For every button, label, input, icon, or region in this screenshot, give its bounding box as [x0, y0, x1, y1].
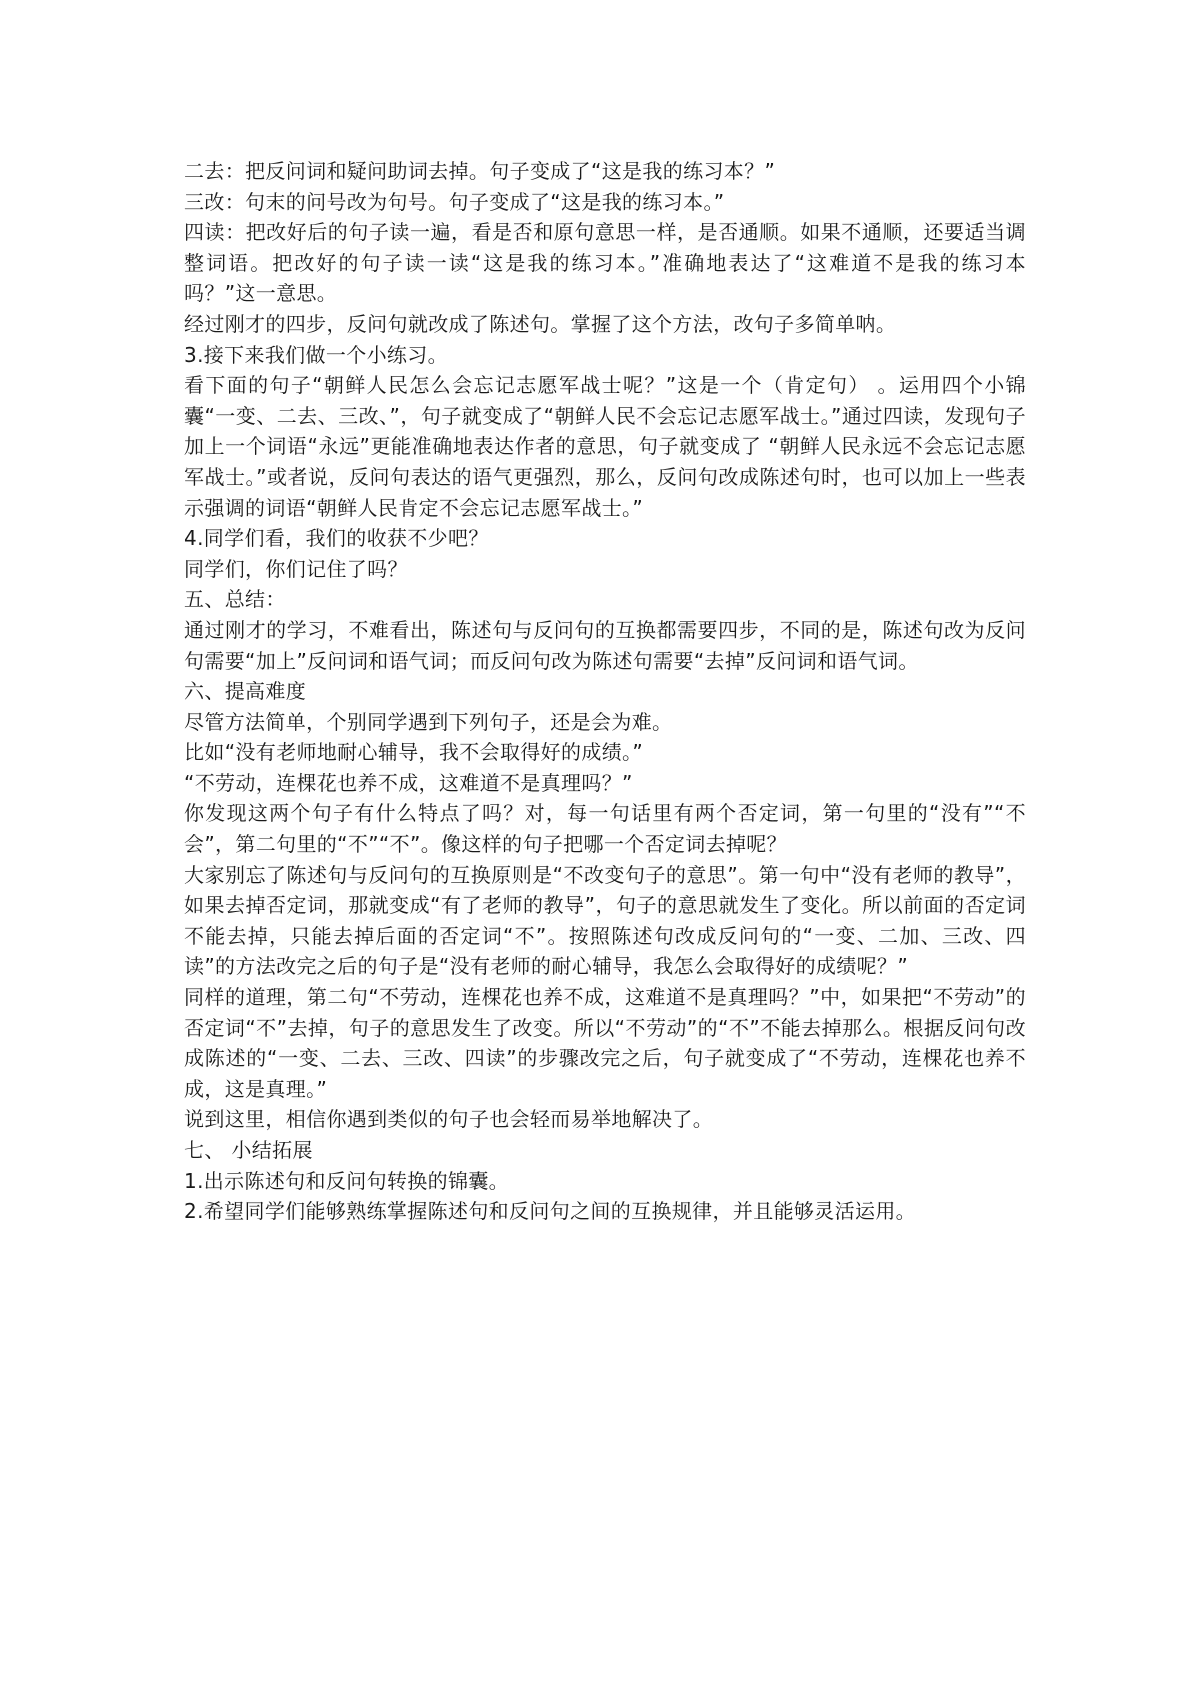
paragraph-double-negative: 你发现这两个句子有什么特点了吗？对，每一句话里有两个否定词，第一句里的“没有”“不会”，第二句里的“不”“不”。像这样的句子把哪一个否定词去掉呢？: [184, 801, 1026, 857]
section-heading-summary: 五、总结：: [184, 587, 286, 612]
paragraph-example-one: 比如“没有老师地耐心辅导，我不会取得好的成绩。”: [184, 740, 644, 765]
paragraph-extension-1: 1.出示陈述句和反问句转换的锦囊。: [184, 1168, 510, 1193]
paragraph-step-three: 三改：句末的问号改为句号。句子变成了“这是我的练习本。”: [184, 189, 725, 214]
paragraph-step-four: 四读：把改好后的句子读一遍，看是否和原句意思一样，是否通顺。如果不通顺，还要适当调整词语。把改好的句子读一读“这是我的练习本。”准确地表达了“这难道不是我的练习本吗？”这一意思。: [184, 220, 1026, 306]
paragraph-exercise: 看下面的句子“朝鲜人民怎么会忘记志愿军战士呢？”这是一个（肯定句） 。运用四个小锦囊“一变、二去、三改、”，句子就变成了“朝鲜人民不会忘记志愿军战士。”通过四读，发现句子加上一个词语“永远”更能准确地表达作者的意思，句子就变成了 “朝鲜人民永远不会忘记志愿军战士。”或者说，反问句表达的语气更强烈，那么，反问句改成陈述句时，也可以加上一些表示强调的词语“朝鲜人民肯定不会忘记志愿军战士。”: [184, 373, 1026, 520]
paragraph-conclusion: 说到这里，相信你遇到类似的句子也会轻而易举地解决了。: [184, 1107, 714, 1132]
paragraph-example-two: “不劳动，连棵花也养不成，这难道不是真理吗？”: [184, 770, 633, 795]
paragraph-item-3: 3.接下来我们做一个小练习。: [184, 342, 448, 367]
section-heading-difficulty: 六、提高难度: [184, 679, 307, 704]
document-body: [184, 156, 1026, 1227]
paragraph-summary: 通过刚才的学习，不难看出，陈述句与反问句的互换都需要四步，不同的是，陈述句改为反问句需要“加上”反问词和语气词；而反问句改为陈述句需要“去掉”反问词和语气词。: [184, 617, 1026, 673]
paragraph-item-4: 4.同学们看，我们的收获不少吧？: [184, 526, 489, 551]
paragraph-four-steps-summary: 经过刚才的四步，反问句就改成了陈述句。掌握了这个方法，改句子多简单呐。: [184, 311, 897, 336]
paragraph-same-reasoning: 同样的道理，第二句“不劳动，连棵花也养不成，这难道不是真理吗？”中，如果把“不劳动”的否定词“不”去掉，句子的意思发生了改变。所以“不劳动”的“不”不能去掉那么。根据反问句改成陈述的“一变、二去、三改、四读”的步骤改完之后，句子就变成了“不劳动，连棵花也养不成，这是真理。”: [184, 985, 1026, 1101]
paragraph-step-two: 二去：把反问词和疑问助词去掉。句子变成了“这是我的练习本？”: [184, 159, 776, 183]
paragraph-difficulty-intro: 尽管方法简单，个别同学遇到下列句子，还是会为难。: [184, 709, 673, 734]
paragraph-remember: 同学们，你们记住了吗？: [184, 556, 408, 581]
paragraph-principle: 大家别忘了陈述句与反问句的互换原则是“不改变句子的意思”。第一句中“没有老师的教导”，如果去掉否定词，那就变成“有了老师的教导”，句子的意思就发生了变化。所以前面的否定词不能去掉，只能去掉后面的否定词“不”。按照陈述句改成反问句的“一变、二加、三改、四读”的方法改完之后的句子是“没有老师的耐心辅导，我怎么会取得好的成绩呢？”: [184, 862, 1026, 979]
paragraph-extension-2: 2.希望同学们能够熟练掌握陈述句和反问句之间的互换规律，并且能够灵活运用。: [184, 1199, 917, 1224]
section-heading-extension: 七、 小结拓展: [184, 1138, 313, 1162]
